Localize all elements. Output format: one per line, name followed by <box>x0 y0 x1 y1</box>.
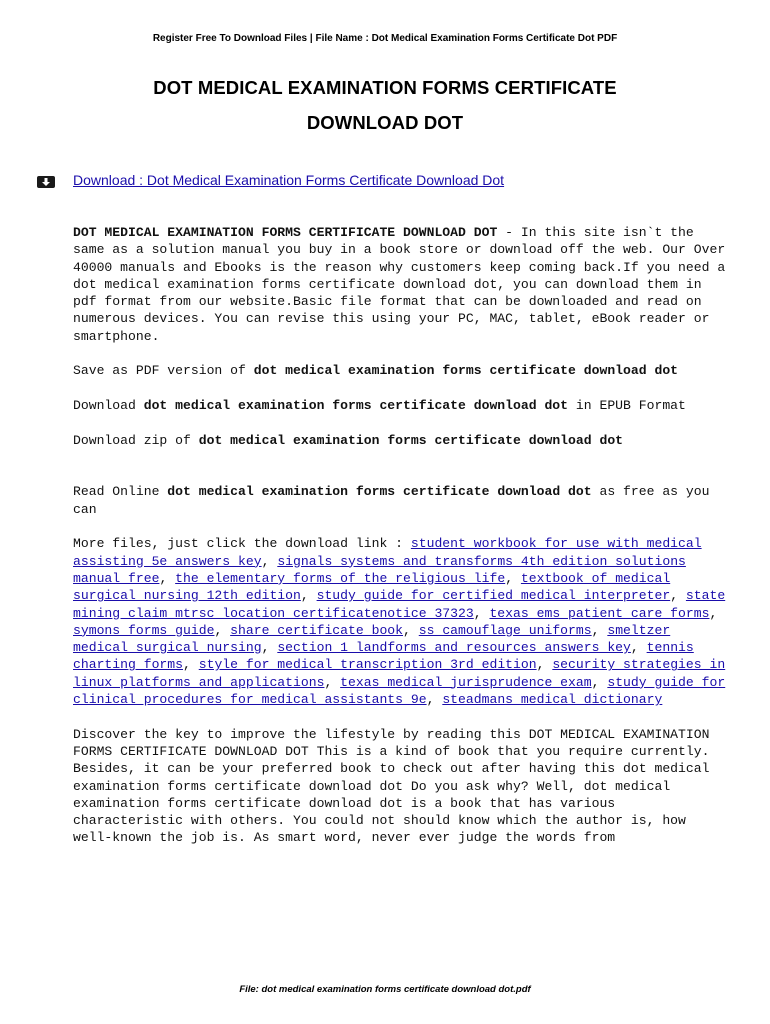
more-files-link[interactable]: security strategies in linux platforms and applications <box>73 657 726 690</box>
more-files-link[interactable]: study guide for clinical procedures for medical assistants 9e <box>73 674 726 708</box>
more-files-paragraph: More files, just click the download link : student workbook for use with medical assisting 5e answers key, signals systems and transforms 4th edition solutions manual free, the elementary forms of the religious life, textbook of medical surgical nursing 12th edition, study guide for certified medical interpreter, state mining claim mtrsc location certificatenotice 37323, texas ems patient care forms, symons forms guide, share certificate book, ss camouflage uniforms, smeltzer medical surgical nursing, section 1 landforms and resources answers key, tennis charting forms, style for medical transcription 3rd edition, security strategies in linux platforms and applications, texas medical jurisprudence exam, study guide for clinical procedures for medical assistants 9e, steadmans medical dictionary <box>73 536 726 708</box>
more-files-link[interactable]: section 1 landforms and resources answers key <box>277 640 631 656</box>
read-online-suffix: as free as you can <box>73 484 710 517</box>
more-files-link[interactable]: study guide for certified medical interpreter <box>316 588 671 604</box>
page-title-line-2: DOWNLOAD DOT <box>306 112 464 133</box>
download-link[interactable]: Download : Dot Medical Examination Forms Certificate Download Dot <box>73 172 505 188</box>
more-files-link[interactable]: student workbook for use with medical assisting 5e answers key <box>73 536 702 569</box>
intro-lead: DOT MEDICAL EXAMINATION FORMS CERTIFICATE DOWNLOAD DOT <box>73 225 498 240</box>
more-files-link[interactable]: symons forms guide <box>73 622 215 638</box>
read-online-title: dot medical examination forms certificate download dot <box>167 484 592 500</box>
more-files-link[interactable]: signals systems and transforms 4th edition solutions manual free <box>73 553 686 586</box>
document-body <box>73 224 733 864</box>
zip-paragraph <box>73 432 733 449</box>
more-files-link[interactable]: state mining claim mtrsc location certificatenotice 37323 <box>73 588 726 621</box>
save-pdf-paragraph <box>73 362 733 379</box>
more-files-link[interactable]: texas medical jurisprudence exam <box>340 674 592 690</box>
zip-title: dot medical examination forms certificate download dot <box>198 432 624 448</box>
save-pdf-title: dot medical examination forms certificate download dot <box>253 363 679 379</box>
epub-prefix: Download <box>73 397 144 413</box>
more-files-link[interactable]: the elementary forms of the religious life <box>175 570 506 586</box>
epub-paragraph <box>73 397 733 414</box>
save-pdf-prefix: Save as PDF version of <box>73 363 254 379</box>
zip-prefix: Download zip of <box>73 432 199 448</box>
discover-paragraph: Discover the key to improve the lifestyle by reading this DOT MEDICAL EXAMINATION FORMS CERTIFICATE DOWNLOAD DOT This is a kind of book that you require currently. Besides, it can be your preferred book to check out after having this dot medical examination forms certificate download dot Do you ask why? Well, dot medical examination forms certificate download dot is a book that has various characteristic with others. You could not should know which the author is, how well-known the job is. As smart word, never ever judge the words from <box>73 726 710 846</box>
read-online-prefix: Read Online <box>73 484 168 500</box>
more-files-link[interactable]: steadmans medical dictionary <box>442 692 663 708</box>
page-title-line-1: DOT MEDICAL EXAMINATION FORMS CERTIFICATE <box>153 77 617 98</box>
epub-title: dot medical examination forms certificate download dot <box>143 397 569 413</box>
more-files-link[interactable]: share certificate book <box>230 622 404 638</box>
more-files-link[interactable]: texas ems patient care forms <box>489 605 710 621</box>
download-icon[interactable] <box>37 176 55 188</box>
page-header: Register Free To Download Files | File Name : Dot Medical Examination Forms Certificate Dot PDF <box>152 33 618 44</box>
more-files-link[interactable]: textbook of medical surgical nursing 12th edition <box>73 570 671 604</box>
page-footer: File: dot medical examination forms certificate download dot.pdf <box>239 984 531 995</box>
intro-text: - In this site isn`t the same as a solution manual you buy in a book store or download off the web. Our Over 40000 manuals and Ebooks is the reason why customers keep coming back.If you need a dot medical examination forms certificate download dot, you can download them in pdf format from our website.Basic file format that can be downloaded and read on numerous devices. You can revise this using your PC, MAC, tablet, eBook reader or smartphone. <box>73 225 726 344</box>
epub-suffix: in EPUB Format <box>568 397 686 413</box>
more-files-link[interactable]: style for medical transcription 3rd edition <box>198 657 537 673</box>
more-files-intro: More files, just click the download link : <box>73 536 411 552</box>
more-files-link[interactable]: tennis charting forms <box>73 640 694 673</box>
more-files-link[interactable]: smeltzer medical surgical nursing <box>73 622 671 656</box>
read-online-paragraph <box>73 483 733 518</box>
intro-paragraph <box>73 224 733 345</box>
more-files-link[interactable]: ss camouflage uniforms <box>418 622 592 638</box>
